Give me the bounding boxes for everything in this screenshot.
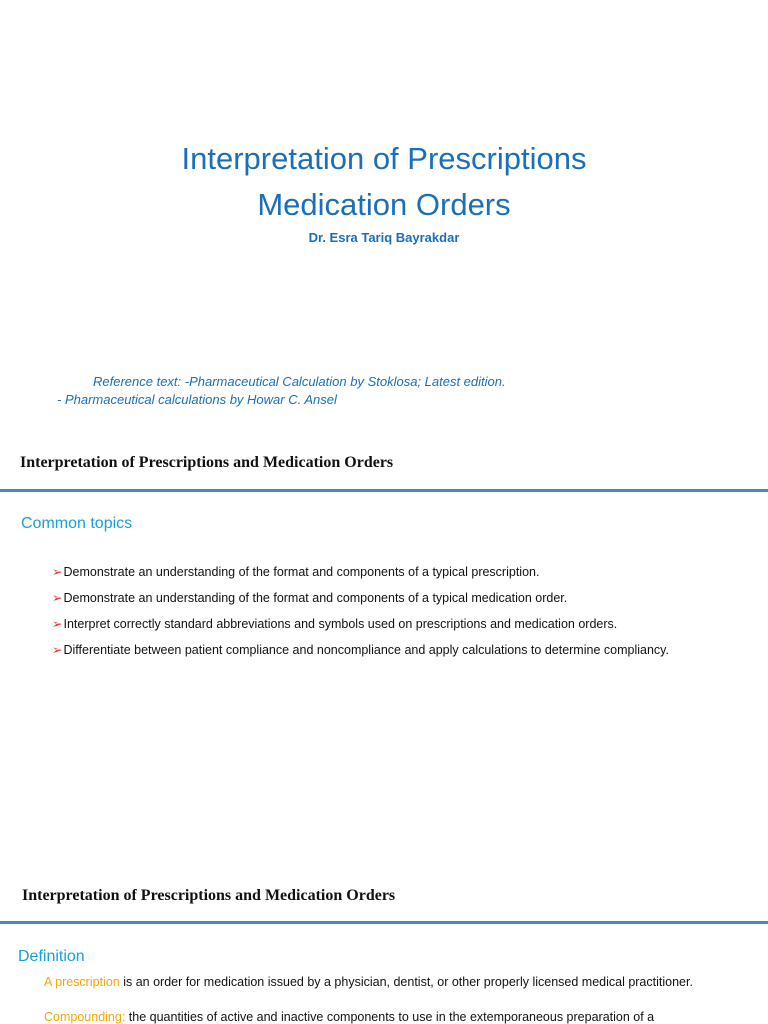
title-line-1: Interpretation of Prescriptions xyxy=(181,141,587,176)
bullet-text: Demonstrate an understanding of the format and components of a typical prescription. xyxy=(63,565,540,579)
slide3-heading: Interpretation of Prescriptions and Medication Orders xyxy=(22,887,396,904)
bullet-item xyxy=(52,590,567,605)
bullet-text: Demonstrate an understanding of the format and components of a typical medication order. xyxy=(63,591,568,605)
definition-compounding xyxy=(44,1010,654,1024)
slide3-section-title: Definition xyxy=(18,948,85,965)
bullet-item xyxy=(52,616,617,631)
arrow-bullet-icon: ➢ xyxy=(52,591,63,605)
reference-line-1: Reference text: -Pharmaceutical Calculation by Stoklosa; Latest edition. xyxy=(93,374,506,389)
arrow-bullet-icon: ➢ xyxy=(52,643,63,657)
author: Dr. Esra Tariq Bayrakdar xyxy=(308,230,460,245)
arrow-bullet-icon: ➢ xyxy=(52,617,63,631)
slide3-divider xyxy=(0,921,768,924)
bullet-item xyxy=(52,564,539,579)
title-line-2: Medication Orders xyxy=(257,187,511,222)
slide2-divider xyxy=(0,489,768,492)
reference-line-2: - Pharmaceutical calculations by Howar C. Ansel xyxy=(57,392,337,407)
definition-term: A prescription xyxy=(44,975,120,989)
bullet-item xyxy=(52,642,669,657)
definition-prescription xyxy=(44,975,693,989)
definition-term: Compounding: xyxy=(44,1010,126,1024)
arrow-bullet-icon: ➢ xyxy=(52,565,63,579)
definition-text: the quantities of active and inactive components to use in the extemporaneous preparation of a xyxy=(125,1010,655,1024)
slide2-heading: Interpretation of Prescriptions and Medication Orders xyxy=(20,454,394,471)
bullet-text: Differentiate between patient compliance and noncompliance and apply calculations to determine compliancy. xyxy=(63,643,669,657)
definition-text: is an order for medication issued by a physician, dentist, or other properly licensed medical practitioner. xyxy=(119,975,693,989)
slide2-section-title: Common topics xyxy=(21,515,133,532)
bullet-text: Interpret correctly standard abbreviations and symbols used on prescriptions and medication orders. xyxy=(63,617,618,631)
